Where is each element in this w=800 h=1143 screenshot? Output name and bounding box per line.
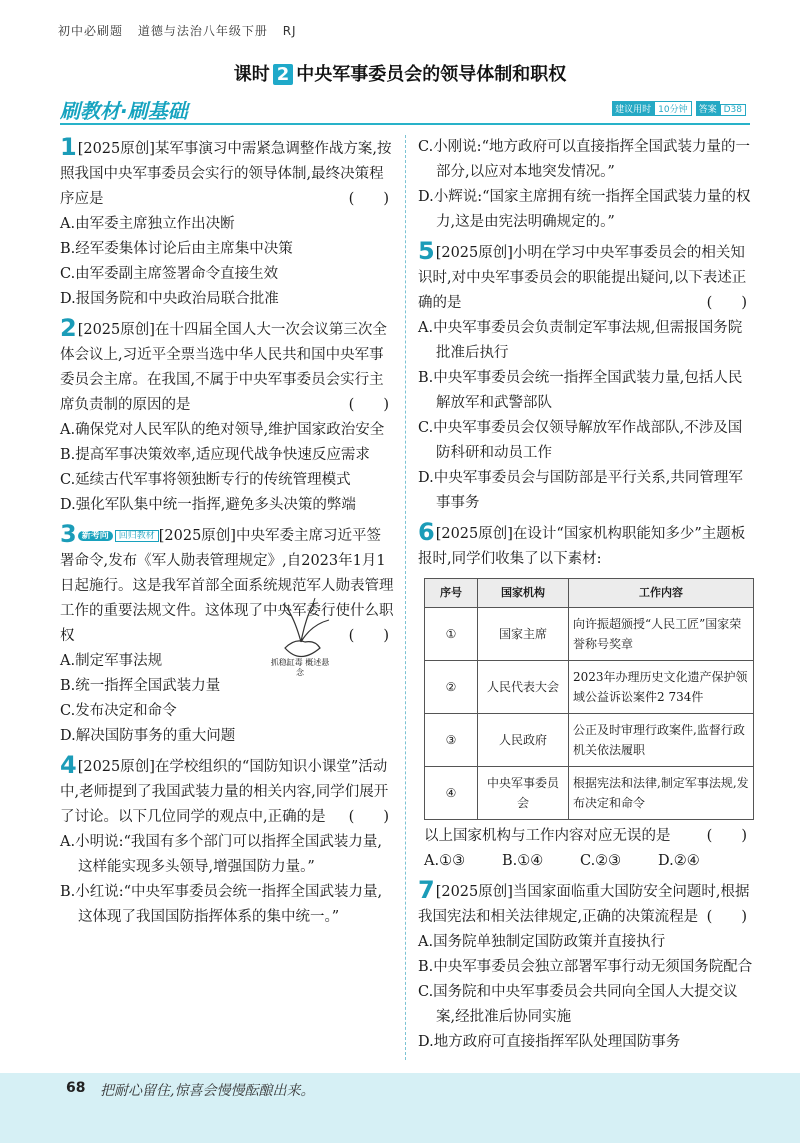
answer-blank: ( ) [348,191,389,207]
option-d: D.强化军队集中统一指挥,避免多头决策的弊端 [60,497,356,513]
section-bar [60,95,750,125]
option-b: B.提高军事决策效率,适应现代战争快速反应需求 [60,447,370,463]
option-a: A.确保党对人民军队的绝对领导,维护国家政治安全 [60,422,385,438]
option-a: A.中央军事委员会负责制定军事法规,但需报国务院批准后执行 [418,320,743,361]
cell-institution: 国家主席 [478,608,569,661]
edition: RJ [282,24,297,38]
question-4-continued [418,135,753,235]
question-stem: [2025原创]在学校组织的“国防知识小课堂”活动中,老师提到了我国武装力量的相关内容,同学们展开了讨论。以下几位同学的观点中,正确的是 [60,759,389,825]
question-stem: [2025原创]中央军委主席习近平签署命令,发布《军人勋表管理规定》,自2023年1月1日起施行。这是我军首部全面系统规范军人勋表管理工作的重要法规文件。这体现了中央军委行使什么职权 [60,528,394,644]
cell-index: ④ [425,767,478,820]
subject-name: 道德与法治八年级下册 [137,24,268,38]
question-stem: [2025原创]某军事演习中需紧急调整作战方案,按照我国中央军事委员会实行的领导体制,最终决策程序应是 [60,141,392,207]
badge-new: 新考向 [78,531,113,541]
th-work: 工作内容 [569,579,754,608]
section-tags [612,101,750,116]
options-row [418,849,753,874]
section-brand: 刷教材·刷基础 [60,99,188,123]
option-b: B.经军委集体讨论后由主席集中决策 [60,241,293,257]
answer-blank: ( ) [348,628,389,644]
question-number: 3 [60,520,77,548]
badge-textbook: 回归教材 [115,530,159,542]
right-column [418,135,753,1059]
table-row [425,608,754,661]
cell-work: 公正及时审理行政案件,监督行政机关依法履职 [569,714,754,767]
question-ask: 以上国家机构与工作内容对应无误的是 [424,828,671,844]
option-d: D.报国务院和中央政治局联合批准 [60,291,279,307]
option-a: A.小明说:“我国有多个部门可以指挥全国武装力量,这样能实现多头领导,增强国防力量。” [60,834,382,875]
lesson-title-text: 中央军事委员会的领导体制和职权 [296,64,567,85]
running-header [58,22,307,39]
page-number: 68 [66,1080,86,1096]
question-number: 4 [60,751,77,779]
cell-institution: 中央军事委员会 [478,767,569,820]
option-c: C.②③ [580,853,622,869]
th-index: 序号 [425,579,478,608]
sketch-illustration [265,590,335,680]
option-a: A.①③ [424,853,466,869]
cell-index: ③ [425,714,478,767]
option-a: A.国务院单独制定国防政策并直接执行 [418,934,666,950]
answer-blank: ( ) [706,295,747,311]
answer-blank: ( ) [348,397,389,413]
table-row [425,714,754,767]
cell-work: 2023年办理历史文化遗产保护领域公益诉讼案件2 734件 [569,661,754,714]
cell-institution: 人民政府 [478,714,569,767]
option-d: D.地方政府可直接指挥军队处理国防事务 [418,1034,681,1050]
option-a: A.制定军事法规 [60,653,163,669]
option-a: A.由军委主席独立作出决断 [60,216,235,232]
option-c: C.中央军事委员会仅领导解放军作战部队,不涉及国防科研和动员工作 [418,420,743,461]
option-c: C.发布决定和命令 [60,703,177,719]
answer-blank: ( ) [348,809,389,825]
book-name: 初中必刷题 [58,24,124,38]
footer-motto: 把耐心留住,惊喜会慢慢酝酿出来。 [100,1083,315,1099]
table-row [425,661,754,714]
cell-index: ② [425,661,478,714]
question-number: 5 [418,237,435,265]
column-divider [405,135,406,1060]
cell-work: 根据宪法和法律,制定军事法规,发布决定和命令 [569,767,754,820]
cell-work: 向许振超颁授“人民工匠”国家荣誉称号奖章 [569,608,754,661]
question-4 [60,753,395,930]
answer-label: 答案 [696,101,720,116]
lesson-number: 2 [273,64,294,85]
table-header-row [425,579,754,608]
question-number: 6 [418,518,435,546]
cell-index: ① [425,608,478,661]
question-stem: [2025原创]小明在学习中央军事委员会的相关知识时,对中央军事委员会的职能提出疑问,以下表述正确的是 [418,245,747,311]
question-number: 7 [418,876,435,904]
question-number: 2 [60,314,77,342]
question-6 [418,520,753,874]
option-d: D.小辉说:“国家主席拥有统一指挥全国武装力量的权力,这是由宪法明确规定的。” [418,189,751,230]
question-3 [60,522,395,749]
institution-table [424,578,754,820]
question-stem: [2025原创]在设计“国家机构职能知多少”主题板报时,同学们收集了以下素材: [418,526,746,567]
time-label: 建议用时 [612,101,654,116]
question-1 [60,135,395,312]
option-b: B.①④ [502,853,544,869]
option-b: B.中央军事委员会统一指挥全国武装力量,包括人民解放军和武警部队 [418,370,743,411]
question-5 [418,239,753,516]
option-d: D.中央军事委员会与国防部是平行关系,共同管理军事事务 [418,470,743,511]
answer-page: D38 [720,104,746,116]
lesson-title [0,60,800,86]
new-trend-badge [78,529,159,543]
option-b: B.小红说:“中央军事委员会统一指挥全国武装力量,这体现了我国国防指挥体系的集中统一。” [60,884,383,925]
question-number: 1 [60,133,77,161]
question-stem: [2025原创]当国家面临重大国防安全问题时,根据我国宪法和相关法律规定,正确的决策流程是 [418,884,750,925]
question-7 [418,878,753,1055]
left-column [60,135,395,934]
th-institution: 国家机构 [478,579,569,608]
answer-blank: ( ) [706,909,747,925]
question-2 [60,316,395,518]
option-d: D.解决国防事务的重大问题 [60,728,236,744]
table-row [425,767,754,820]
option-c: C.由军委副主席签署命令直接生效 [60,266,279,282]
answer-blank: ( ) [706,828,747,844]
cell-institution: 人民代表大会 [478,661,569,714]
option-c: C.国务院和中央军事委员会共同向全国人大提交议案,经批准后协同实施 [418,984,738,1025]
option-c: C.延续古代军事将领独断专行的传统管理模式 [60,472,351,488]
option-d: D.②④ [658,853,700,869]
option-b: B.中央军事委员会独立部署军事行动无须国务院配合 [418,959,753,975]
time-value: 10分钟 [654,101,691,116]
lesson-prefix: 课时 [233,64,270,85]
option-b: B.统一指挥全国武装力量 [60,678,221,694]
sketch-caption: 抓稳缸毒 概述悬念 [270,658,330,677]
question-stem: [2025原创]在十四届全国人大一次会议第三次全体会议上,习近平全票当选中华人民共和国中央军事委员会主席。在我国,不属于中央军事委员会实行主席负责制的原因的是 [60,322,387,413]
option-c: C.小刚说:“地方政府可以直接指挥全国武装力量的一部分,以应对本地突发情况。” [418,139,750,180]
